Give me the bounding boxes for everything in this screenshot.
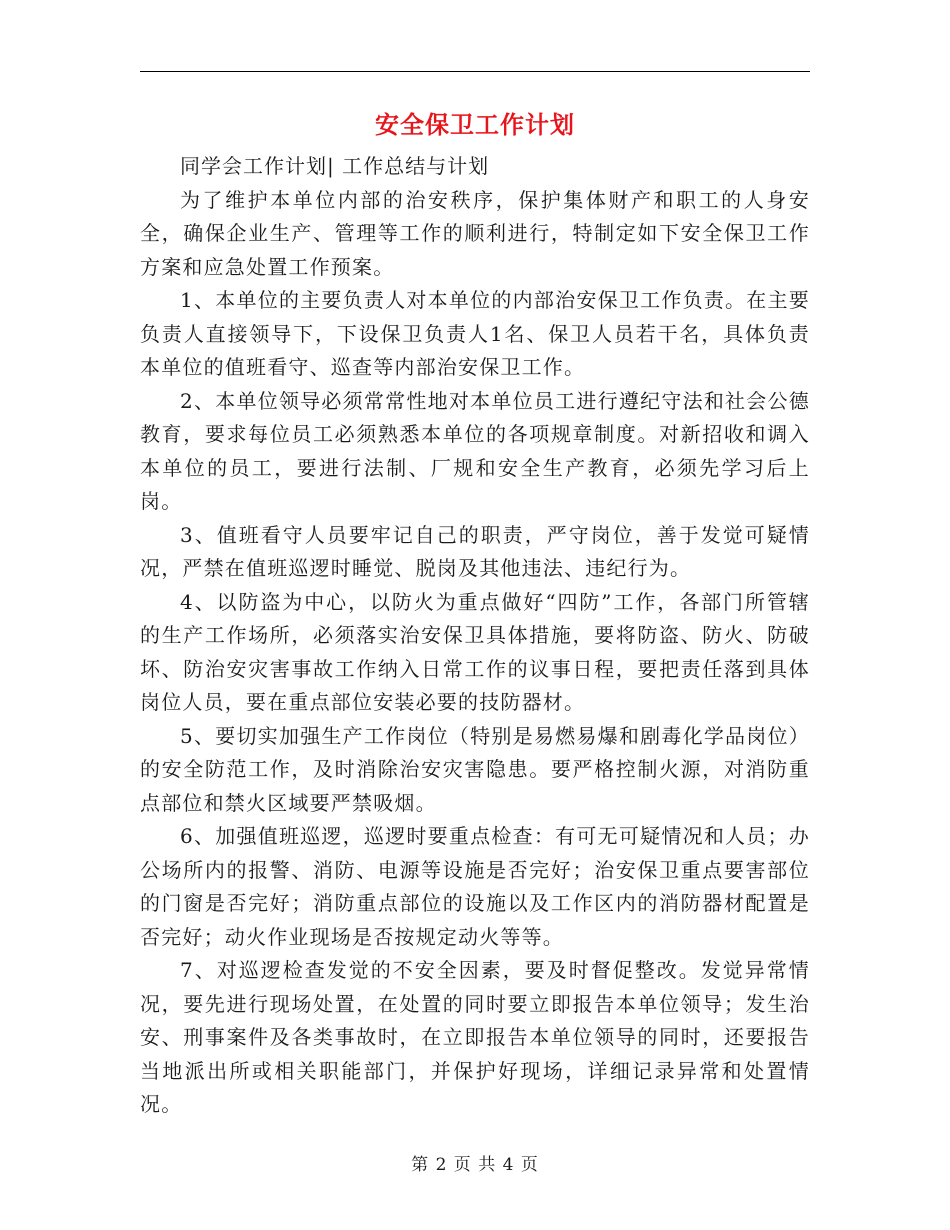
document-subtitle: 同学会工作计划| 工作总结与计划: [180, 154, 490, 178]
paragraph-item-5: 5、要切实加强生产工作岗位（特别是易燃易爆和剧毒化学品岗位）的安全防范工作，及时消除治安灾害隐患。要严格控制火源，对消防重点部位和禁火区域要严禁吸烟。: [140, 723, 810, 815]
header-rule: [140, 71, 810, 72]
page-number: 第 2 页 共 4 页: [411, 1155, 539, 1175]
paragraph-item-1: 1、本单位的主要负责人对本单位的内部治安保卫工作负责。在主要负责人直接领导下，下设保卫负责人1名、保卫人员若干名，具体负责本单位的值班看守、巡查等内部治安保卫工作。: [140, 288, 810, 379]
paragraph-item-4: 4、以防盗为中心，以防火为重点做好“四防”工作，各部门所管辖的生产工作场所，必须落实治安保卫具体措施，要将防盗、防火、防破坏、防治安灾害事故工作纳入日常工作的议事日程，要把责任落到具体岗位人员，要在重点部位安装必要的技防器材。: [140, 589, 810, 714]
document-title: 安全保卫工作计划: [375, 110, 575, 139]
paragraph-item-2: 2、本单位领导必须常常性地对本单位员工进行遵纪守法和社会公德教育，要求每位员工必须熟悉本单位的各项规章制度。对新招收和调入本单位的员工，要进行法制、厂规和安全生产教育，必须先学习后上岗。: [140, 388, 810, 513]
paragraph-item-6: 6、加强值班巡逻，巡逻时要重点检查：有可无可疑情况和人员；办公场所内的报警、消防、电源等设施是否完好；治安保卫重点要害部位的门窗是否完好；消防重点部位的设施以及工作区内的消防器材配置是否完好；动火作业现场是否按规定动火等等。: [140, 824, 810, 949]
intro-paragraph: 为了维护本单位内部的治安秩序，保护集体财产和职工的人身安全，确保企业生产、管理等工作的顺利进行，特制定如下安全保卫工作方案和应急处置工作预案。: [140, 187, 810, 279]
paragraph-item-3: 3、值班看守人员要牢记自己的职责，严守岗位，善于发觉可疑情况，严禁在值班巡逻时睡觉、脱岗及其他违法、违纪行为。: [140, 522, 810, 580]
document-body: [140, 150, 810, 1122]
paragraph-item-7: 7、对巡逻检查发觉的不安全因素，要及时督促整改。发觉异常情况，要先进行现场处置，在处置的同时要立即报告本单位领导；发生治安、刑事案件及各类事故时，在立即报告本单位领导的同时，还要报告当地派出所或相关职能部门，并保护好现场，详细记录异常和处置情况。: [140, 958, 810, 1116]
